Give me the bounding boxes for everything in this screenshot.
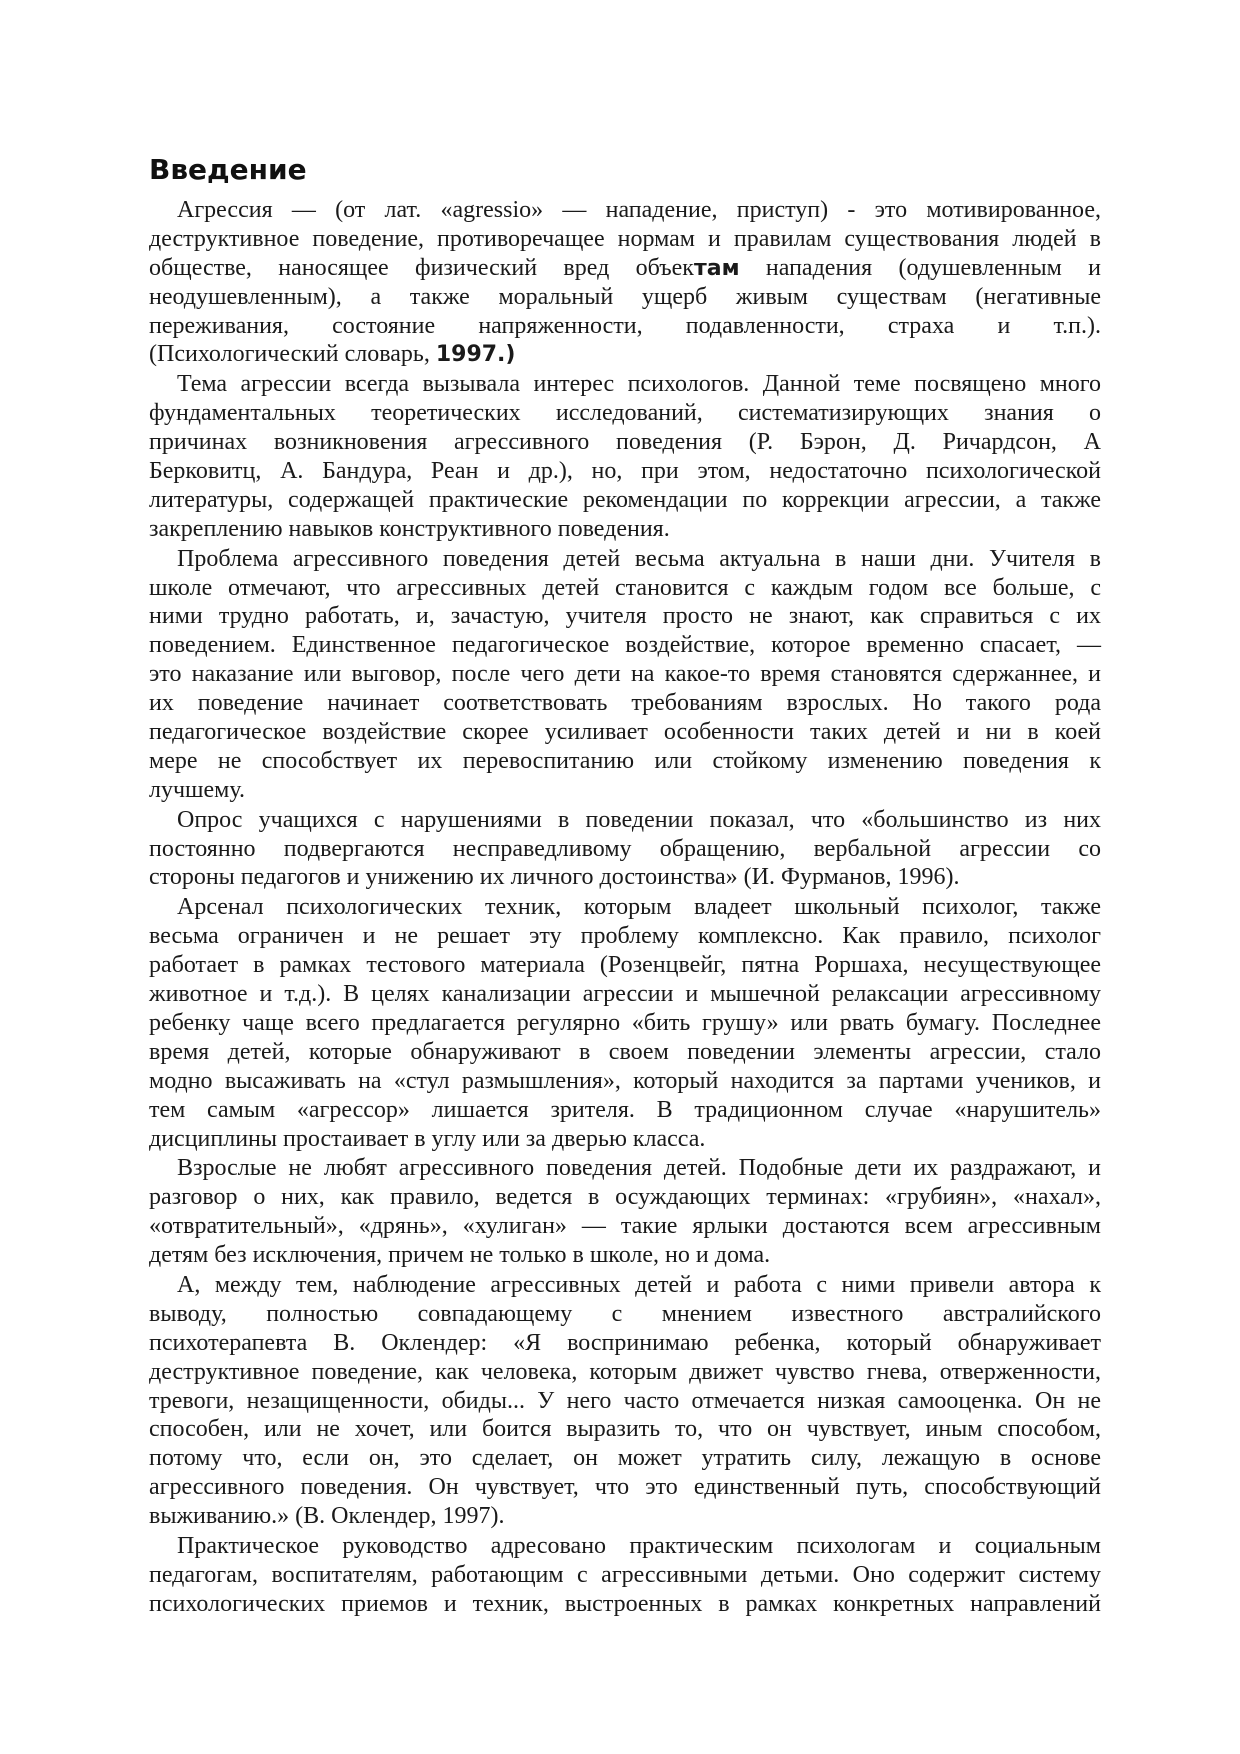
text-line: мере не способствует их перевоспитанию или стойкому изменению поведения к (149, 747, 1101, 774)
text-line: деструктивное поведение, противоречащее нормам и правилам существования людей в (149, 225, 1101, 252)
text-line: тем самым «агрессор» лишается зрителя. В традиционном случае «нарушитель» (149, 1096, 1101, 1123)
text-line: Проблема агрессивного поведения детей весьма актуальна в наши дни. Учителя в (177, 545, 1101, 572)
text-line: дисциплины простаивает в углу или за дверью класса. (149, 1125, 706, 1152)
text-line: педагогическое воздействие скорее усиливает особенности таких детей и ни в коей (149, 719, 1101, 746)
paragraph (149, 1271, 1101, 1531)
text-line: ними трудно работать, и, зачастую, учителя просто не знают, как справиться с их (149, 603, 1101, 630)
text-line: А, между тем, наблюдение агрессивных детей и работа с ними привели автора к (177, 1271, 1101, 1298)
text-line: причинах возникновения агрессивного поведения (Р. Бэрон, Д. Ричардсон, А (149, 429, 1101, 456)
text-line: это наказание или выговор, после чего дети на какое-то время становятся сдержаннее, и (149, 661, 1101, 688)
text-segment: (Психологический словарь, (149, 341, 436, 368)
text-line: агрессивного поведения. Он чувствует, что это единственный путь, способствующий (149, 1474, 1101, 1501)
text-line: их поведение начинает соответствовать требованиям взрослых. Но такого рода (149, 690, 1101, 717)
paragraph (149, 1532, 1101, 1619)
text-line: деструктивное поведение, как человека, которым движет чувство гнева, отверженности, (149, 1358, 1101, 1385)
text-line: модно высаживать на «стул размышления», который находится за партами учеников, и (149, 1067, 1101, 1094)
text-line: тревоги, незащищенности, обиды... У него часто отмечается низкая самооценка. Он не (149, 1387, 1101, 1414)
text-line: поведением. Единственное педагогическое воздействие, которое временно спасает, — (149, 632, 1101, 659)
paragraph (149, 196, 1101, 369)
text-line: Тема агрессии всегда вызывала интерес психологов. Данной теме посвящено много (177, 371, 1101, 398)
text-line: педагогам, воспитателям, работающим с агрессивными детьми. Оно содержит систему (149, 1561, 1101, 1588)
text-line: время детей, которые обнаруживают в своем поведении элементы агрессии, стало (149, 1038, 1101, 1065)
paragraph (149, 806, 1101, 893)
text-line: разговор о них, как правило, ведется в осуждающих терминах: «грубиян», «нахал», (149, 1184, 1101, 1211)
text-line (149, 254, 1101, 283)
text-line: потому что, если он, это сделает, он может утратить силу, лежащую в основе (149, 1445, 1101, 1472)
text-line: Практическое руководство адресовано практическим психологам и социальным (177, 1532, 1101, 1559)
bold-text: 1997.) (435, 342, 516, 368)
text-segment: нападения (одушевленным и (739, 254, 1101, 281)
text-line: ребенку чаще всего предлагается регулярно «бить грушу» или рвать бумагу. Последнее (149, 1009, 1101, 1036)
text-line: Арсенал психологических техник, которым владеет школьный психолог, также (177, 894, 1101, 921)
paragraph (149, 1154, 1101, 1270)
text-line: лучшему. (149, 776, 245, 803)
paragraph (149, 545, 1101, 805)
text-line (149, 340, 1101, 369)
text-line: постоянно подвергаются несправедливому обращению, вербальной агрессии со (149, 835, 1101, 862)
section-heading: Введение (149, 153, 307, 186)
text-line: Берковитц, А. Бандура, Реан и др.), но, при этом, недостаточно психологической (149, 458, 1101, 485)
text-line: литературы, содержащей практические рекомендации по коррекции агрессии, а также (149, 486, 1101, 513)
text-line: психотерапевта В. Оклендер: «Я воспринимаю ребенка, который обнаруживает (149, 1329, 1101, 1356)
text-line: неодушевленным), а также моральный ущерб живым существам (негативные (149, 283, 1101, 310)
text-line: «отвратительный», «дрянь», «хулиган» — такие ярлыки достаются всем агрессивным (149, 1213, 1101, 1240)
text-line: работает в рамках тестового материала (Розенцвейг, пятна Роршаха, несуществующее (149, 952, 1101, 979)
text-line: Опрос учащихся с нарушениями в поведении показал, что «большинство из них (177, 806, 1101, 833)
paragraph (149, 370, 1101, 543)
text-line: выводу, полностью совпадающему с мнением известного австралийского (149, 1300, 1101, 1327)
text-line: психологических приемов и техник, выстроенных в рамках конкретных направлений (149, 1590, 1101, 1617)
text-line: Агрессия — (от лат. «agressio» — нападение, приступ) - это мотивированное, (177, 197, 1101, 223)
text-line: способен, или не хочет, или боится выразить то, что он чувствует, иным способом, (149, 1416, 1101, 1443)
text-line: переживания, состояние напряженности, подавленности, страха и т.п.). (149, 312, 1101, 339)
text-line: выживанию.» (В. Оклендер, 1997). (149, 1503, 505, 1530)
document-page (149, 150, 1101, 1620)
text-line: Взрослые не любят агрессивного поведения детей. Подобные дети их раздражают, и (177, 1155, 1101, 1182)
text-line: закреплению навыков конструктивного поведения. (149, 515, 670, 542)
text-line: детям без исключения, причем не только в школе, но и дома. (149, 1242, 771, 1269)
text-line: стороны педагогов и унижению их личного достоинства» (И. Фурманов, 1996). (149, 864, 960, 891)
text-line: животное и т.д.). В целях канализации агрессии и мышечной релаксации агрессивному (149, 981, 1101, 1008)
text-line: школе отмечают, что агрессивных детей становится с каждым годом все больше, с (149, 574, 1101, 601)
text-segment: обществе, наносящее физический вред объек (149, 254, 694, 281)
paragraph (149, 893, 1101, 1153)
bold-text: там (693, 255, 740, 281)
text-line: фундаментальных теоретических исследований, систематизирующих знания о (149, 400, 1101, 427)
document-body (149, 196, 1101, 1619)
text-line: весьма ограничен и не решает эту проблему комплексно. Как правило, психолог (149, 923, 1101, 950)
